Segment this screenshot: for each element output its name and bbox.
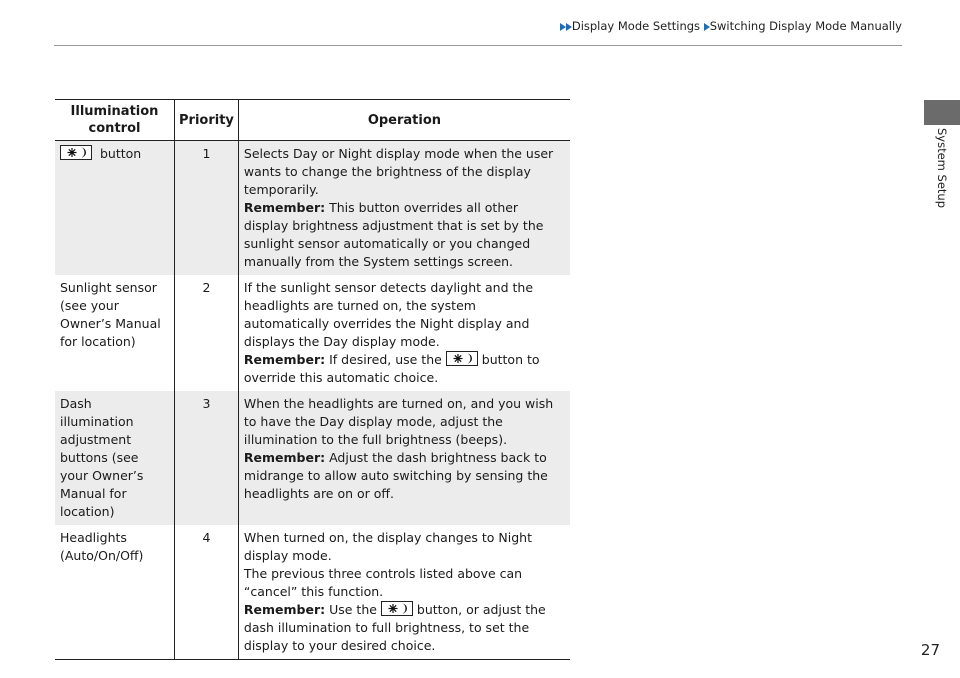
section-tab-marker [924,100,960,125]
priority-cell: 4 [175,525,239,660]
breadcrumb-item[interactable]: Display Mode Settings [571,19,701,33]
day-night-button-icon [60,145,92,160]
priority-cell: 2 [175,275,239,391]
day-night-button-icon [381,601,413,616]
section-tab-label: System Setup [935,128,949,209]
breadcrumb-item[interactable]: Switching Display Mode Manually [709,19,902,33]
remember-label: Remember: [243,450,326,465]
column-header: Illumination control [55,100,175,141]
remember-text: If desired, use the [325,352,446,367]
table-row [55,391,570,525]
table-row [55,525,570,660]
day-night-button-icon [446,351,478,366]
table-row [55,141,570,276]
remember-text: button, or adjust the dash illumination to full brightness, to set the display to your desired choice. [243,602,546,653]
remember-label: Remember: [243,200,326,215]
remember-text: This button overrides all other display brightness adjustment that is set by the sunlight sensor automatically or you changed manually from the System settings screen. [243,200,544,269]
operation-cell [238,525,570,660]
control-cell: Sunlight sensor (see your Owner’s Manual for location) [55,275,175,391]
control-label: button [100,146,142,161]
priority-cell: 1 [175,141,239,276]
remember-text: button to override this automatic choice. [243,352,540,385]
control-cell [55,141,175,276]
operation-text: When turned on, the display changes to Night display mode. [243,530,532,563]
breadcrumb [560,19,902,33]
illumination-priority-table [55,99,570,660]
remember-text: Adjust the dash brightness back to midrange to allow auto switching by sensing the headlights are on or off. [243,450,548,501]
operation-cell [238,141,570,276]
operation-text: If the sunlight sensor detects daylight and the headlights are turned on, the system automatically overrides the Night display and displays the Day display mode. [243,280,534,349]
operation-text: Selects Day or Night display mode when the user wants to change the brightness of the display temporarily. [243,146,554,197]
column-header: Operation [238,100,570,141]
control-cell: Headlights (Auto/On/Off) [55,525,175,660]
table-header-row [55,100,570,141]
control-cell: Dash illumination adjustment buttons (see your Owner’s Manual for location) [55,391,175,525]
table-row [55,275,570,391]
priority-cell: 3 [175,391,239,525]
remember-text: Use the [325,602,381,617]
operation-cell [238,275,570,391]
column-header: Priority [175,100,239,141]
page-number: 27 [920,641,940,659]
operation-text: When the headlights are turned on, and you wish to have the Day display mode, adjust the illumination to the full brightness (beeps). [243,396,554,447]
operation-text: The previous three controls listed above can “cancel” this function. [243,566,523,599]
remember-label: Remember: [243,352,326,367]
operation-cell [238,391,570,525]
remember-label: Remember: [243,602,326,617]
header-divider [54,45,902,46]
